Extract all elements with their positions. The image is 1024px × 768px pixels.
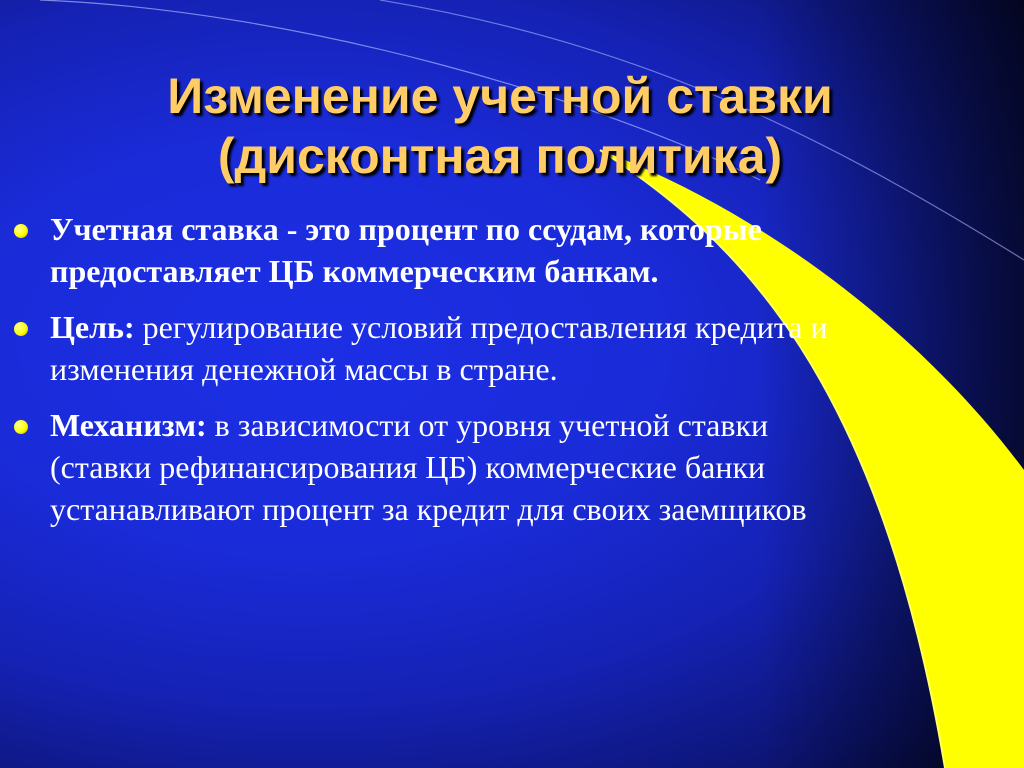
bullet-dot-icon (14, 224, 28, 238)
bullet-item-definition (0, 208, 860, 292)
bullet-dot-icon (14, 420, 28, 434)
slide-title-line-2: (дисконтная политика) (217, 128, 783, 184)
bullet-list (0, 208, 860, 544)
slide-title (0, 66, 1000, 186)
bullet-goal-label: Цель: (50, 309, 135, 345)
bullet-item-goal (0, 306, 860, 390)
bullet-goal-text: регулирование условий предоставления кредита и изменения денежной массы в стране. (50, 309, 828, 387)
bullet-dot-icon (14, 322, 28, 336)
bullet-mechanism-label: Механизм: (50, 407, 207, 443)
bullet-definition-text: Учетная ставка - это процент по ссудам, которые предоставляет ЦБ коммерческим банкам. (50, 211, 762, 289)
slide-title-line-1: Изменение учетной ставки (167, 68, 833, 124)
bullet-item-mechanism (0, 404, 860, 530)
bullet-mechanism-text: в зависимости от уровня учетной ставки (ставки рефинансирования ЦБ) коммерческие банки устанавливают процент за кредит для своих заемщиков (50, 407, 807, 527)
